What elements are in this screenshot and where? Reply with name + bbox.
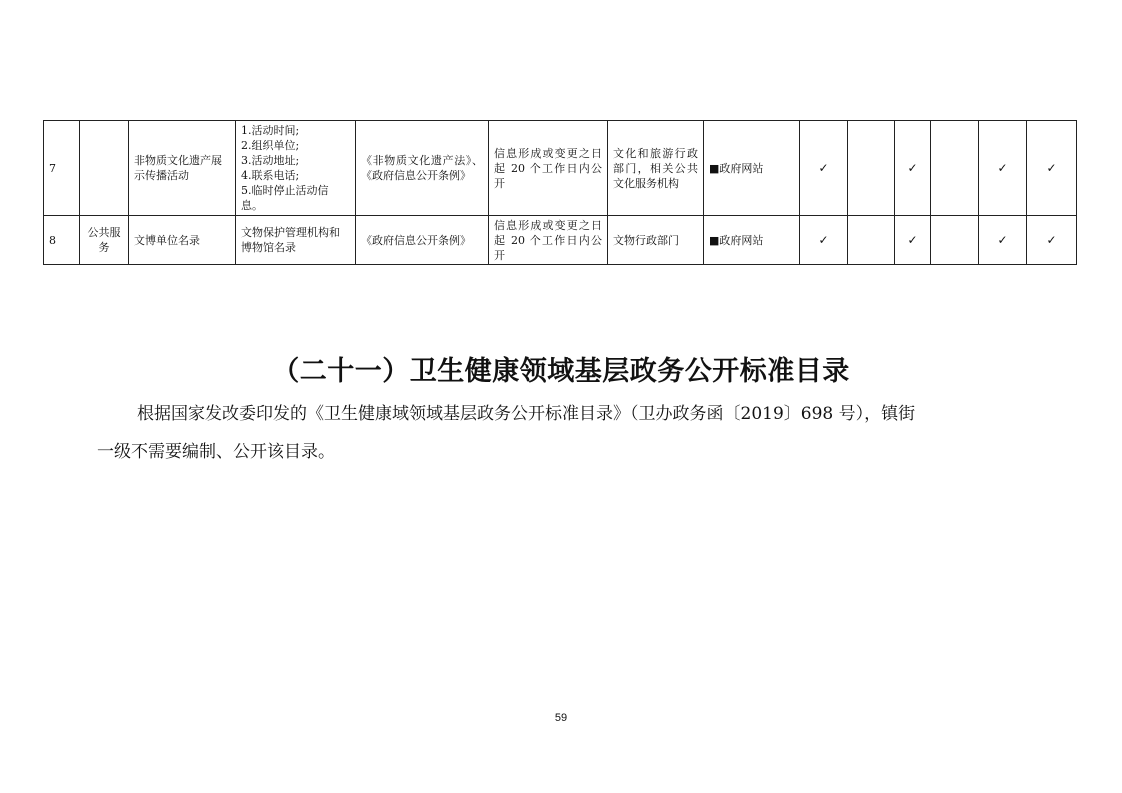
content-line: 3.活动地址; <box>241 154 300 167</box>
row-channel: ■政府网站 <box>704 121 800 216</box>
page-number: 59 <box>554 712 568 724</box>
check-mark: ✓ <box>1027 121 1077 216</box>
check-mark: ✓ <box>895 216 931 265</box>
check-mark <box>848 121 895 216</box>
body-paragraph-continuation: 一级不需要编制、公开该目录。 <box>97 442 335 462</box>
row-subject: 文物行政部门 <box>608 216 704 265</box>
check-mark: ✓ <box>800 216 848 265</box>
row-number: 7 <box>44 121 80 216</box>
row-basis: 《非物质文化遗产法》、《政府信息公开条例》 <box>356 121 489 216</box>
table-row <box>44 216 1077 265</box>
content-line: 4.联系电话; <box>241 169 300 182</box>
row-number: 8 <box>44 216 80 265</box>
check-mark: ✓ <box>979 216 1027 265</box>
content-line: 5.临时停止活动信息。 <box>241 184 329 212</box>
row-category <box>80 121 129 216</box>
row-content <box>236 121 356 216</box>
row-content <box>236 216 356 265</box>
content-line: 1.活动时间; <box>241 124 300 137</box>
check-mark: ✓ <box>1027 216 1077 265</box>
check-mark <box>931 216 979 265</box>
row-time-limit: 信息形成或变更之日起 20 个工作日内公开 <box>489 216 608 265</box>
check-mark: ✓ <box>800 121 848 216</box>
row-basis: 《政府信息公开条例》 <box>356 216 489 265</box>
content-line: 2.组织单位; <box>241 139 300 152</box>
content-line: 文物保护管理机构和博物馆名录 <box>241 226 340 254</box>
check-mark <box>848 216 895 265</box>
section-title: （二十一）卫生健康领域基层政务公开标准目录 <box>272 356 850 387</box>
row-item: 文博单位名录 <box>129 216 236 265</box>
row-time-limit: 信息形成或变更之日起 20 个工作日内公开 <box>489 121 608 216</box>
row-subject: 文化和旅游行政部门，相关公共文化服务机构 <box>608 121 704 216</box>
row-category: 公共服务 <box>80 216 129 265</box>
row-channel: ■政府网站 <box>704 216 800 265</box>
catalog-table <box>43 120 1077 265</box>
table-row <box>44 121 1077 216</box>
row-item: 非物质文化遗产展示传播活动 <box>129 121 236 216</box>
check-mark: ✓ <box>979 121 1027 216</box>
body-paragraph: 根据国家发改委印发的《卫生健康域领域基层政务公开标准目录》（卫办政务函〔2019〕698 号），镇街 <box>137 404 916 424</box>
check-mark: ✓ <box>895 121 931 216</box>
check-mark <box>931 121 979 216</box>
